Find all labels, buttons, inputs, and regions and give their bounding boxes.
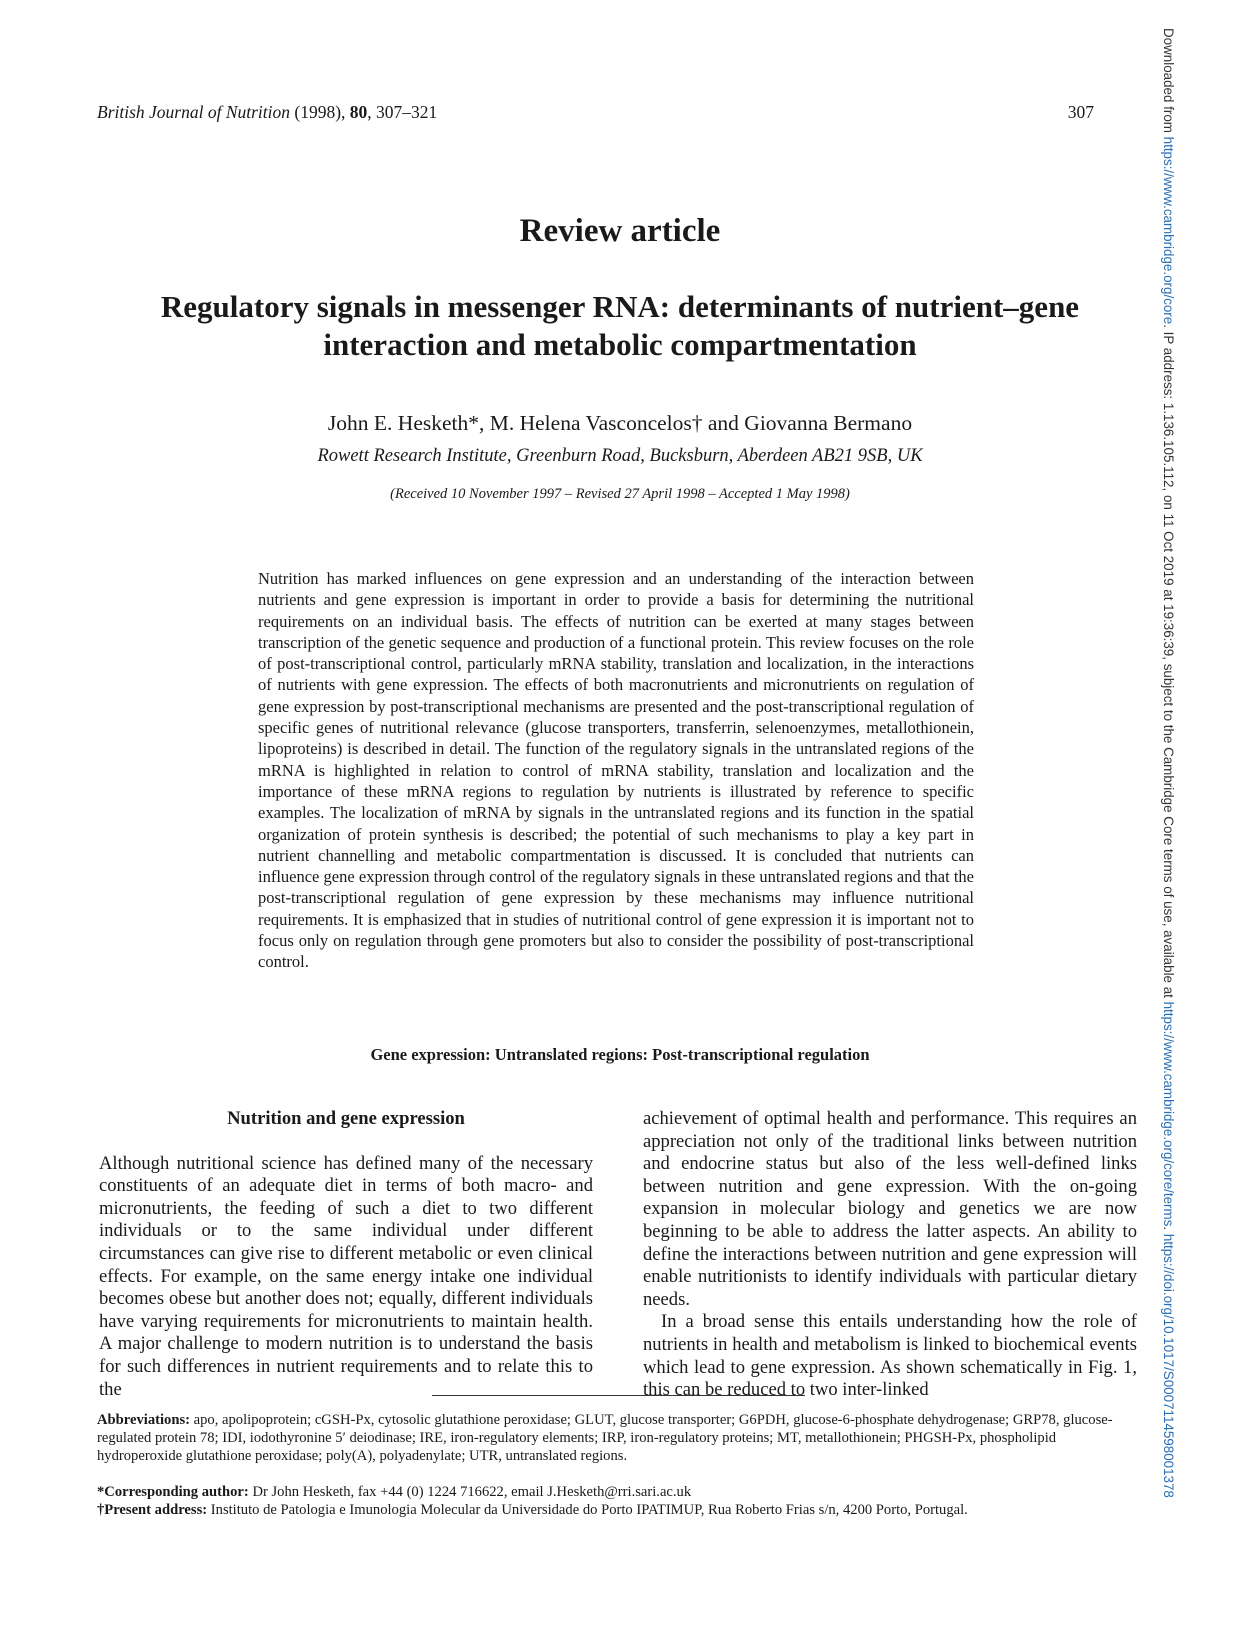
affiliation: Rowett Research Institute, Greenburn Road, Bucksburn, Aberdeen AB21 9SB, UK (317, 446, 923, 466)
sidebar-link-terms[interactable]: https://www.cambridge.org/core/terms (1161, 1001, 1176, 1227)
page-number: 307 (1067, 102, 1094, 122)
journal-pages: , 307–321 (367, 102, 438, 122)
title-line-1: Regulatory signals in messenger RNA: determinants of nutrient–gene (160, 289, 1080, 324)
section-heading: Nutrition and gene expression (227, 1108, 465, 1129)
received-dates: (Received 10 November 1997 – Revised 27 April 1998 – Accepted 1 May 1998) (390, 486, 850, 502)
footnote-label: Abbreviations: (97, 1412, 190, 1428)
title-line-2: interaction and metabolic compartmentation (323, 327, 917, 362)
footnote-label: †Present address: (97, 1502, 208, 1518)
footnote-divider (432, 1395, 805, 1396)
sidebar-link-doi[interactable]: https://doi.org/10.1017/S0007114598001378 (1161, 1233, 1176, 1498)
sidebar-text: Downloaded from (1161, 28, 1176, 137)
column-right (643, 1108, 1137, 1402)
abstract: Nutrition has marked influences on gene expression and an understanding of the interaction between nutrients and gene expression is important in order to provide a basis for determining the nutritional requirements on an individual basis. The effects of nutrition can be exerted at many stages between transcription of the genetic sequence and production of a functional protein. This review focuses on the role of post-transcriptional control, particularly mRNA stability, translation and localization, in the interactions of nutrients with gene expression. The effects of both macronutrients and micronutrients on regulation of gene expression by post-transcriptional mechanisms are presented and the post-transcriptional regulation of specific genes of nutritional relevance (glucose transporters, transferrin, selenoenzymes, metallothionein, lipoproteins) is described in detail. The function of the regulatory signals in the untranslated regions of the mRNA is highlighted in relation to control of mRNA stability, translation and localization and the importance of these mRNA regions to regulation by nutrients is illustrated by reference to specific examples. The localization of mRNA by signals in the untranslated regions and its function in the spatial organization of protein synthesis is described; the potential of such mechanisms to play a key part in nutrient channelling and metabolic compartmentation is discussed. It is concluded that nutrients can influence gene expression through control of the regulatory signals in these untranslated regions and that the post-transcriptional regulation of gene expression by these mechanisms may influence nutritional requirements. It is emphasized that in studies of nutritional control of gene expression it is important not to focus only on regulation through gene promoters but also to consider the possibility of post-transcriptional control. (258, 569, 974, 972)
footnote-address (97, 1501, 1139, 1519)
footnote-abbreviations (97, 1411, 1139, 1465)
download-sidebar (1161, 28, 1176, 1498)
column-left (99, 1108, 593, 1401)
article-title (100, 288, 1140, 364)
sidebar-text: . (1161, 1226, 1176, 1234)
footnote-text: Dr John Hesketh, fax +44 (0) 1224 716622, email J.Hesketh@rri.sari.ac.uk (252, 1484, 692, 1500)
footnote-label: *Corresponding author: (97, 1484, 249, 1500)
footnote-text: apo, apolipoprotein; cGSH-Px, cytosolic glutathione peroxidase; GLUT, glucose transporter; G6PDH, glucose-6-phosphate dehydrogenase; GRP78, glucose-regulated protein 78; IDI, iodothyronine 5′ deiodinase; IRE, iron-regulatory elements; IRP, iron-regulatory proteins; MT, metallothionein; PHGSH-Px, phospholipid hydroperoxide glutathione peroxidase; poly(A), polyadenylate; UTR, untranslated regions. (97, 1412, 1113, 1464)
journal-year: (1998), (294, 102, 346, 122)
sidebar-link-core[interactable]: https://www.cambridge.org/core (1161, 136, 1176, 325)
footnote-text: Instituto de Patologia e Imunologia Molecular da Universidade do Porto IPATIMUP, Rua Roberto Frias s/n, 4200 Porto, Portugal. (210, 1502, 968, 1518)
body-paragraph: Although nutritional science has defined many of the necessary constituents of an adequate diet in terms of both macro- and micronutrients, the feeding of such a diet to two different individuals or to the same individual under different circumstances can give rise to different metabolic or even clinical effects. For example, on the same energy intake one individual becomes obese but another does not; equally, different individuals have varying requirements for micronutrients to maintain health. A major challenge to modern nutrition is to understand the basis for such differences in nutrient requirements and to relate this to the (99, 1152, 593, 1400)
body-paragraph: achievement of optimal health and performance. This requires an appreciation not only of the traditional links between nutrition and endocrine status but also of the less well-defined links between nutrition and gene expression. With the on-going expansion in molecular biology and genetics we are now beginning to be able to address the latter aspects. An ability to define the interactions between nutrition and gene expression will enable nutritionists to identify individuals with particular dietary needs. (643, 1108, 1137, 1310)
footnote-corresponding (97, 1483, 1139, 1501)
sidebar-text: . IP address: 1.136.105.112, on 11 Oct 2019 at 19:36:39, subject to the Cambridge Core terms of use, available at (1161, 324, 1176, 1002)
journal-citation (97, 102, 437, 123)
body-paragraph: In a broad sense this entails understanding how the role of nutrients in health and metabolism is linked to biochemical events which lead to gene expression. As shown schematically in Fig. 1, this can be reduced to two inter-linked (643, 1311, 1137, 1401)
keywords: Gene expression: Untranslated regions: Post-transcriptional regulation (370, 1045, 870, 1064)
authors: John E. Hesketh*, M. Helena Vasconcelos† and Giovanna Bermano (327, 411, 913, 435)
journal-volume: 80 (349, 102, 368, 122)
article-type: Review article (519, 213, 721, 249)
journal-name: British Journal of Nutrition (97, 102, 291, 122)
